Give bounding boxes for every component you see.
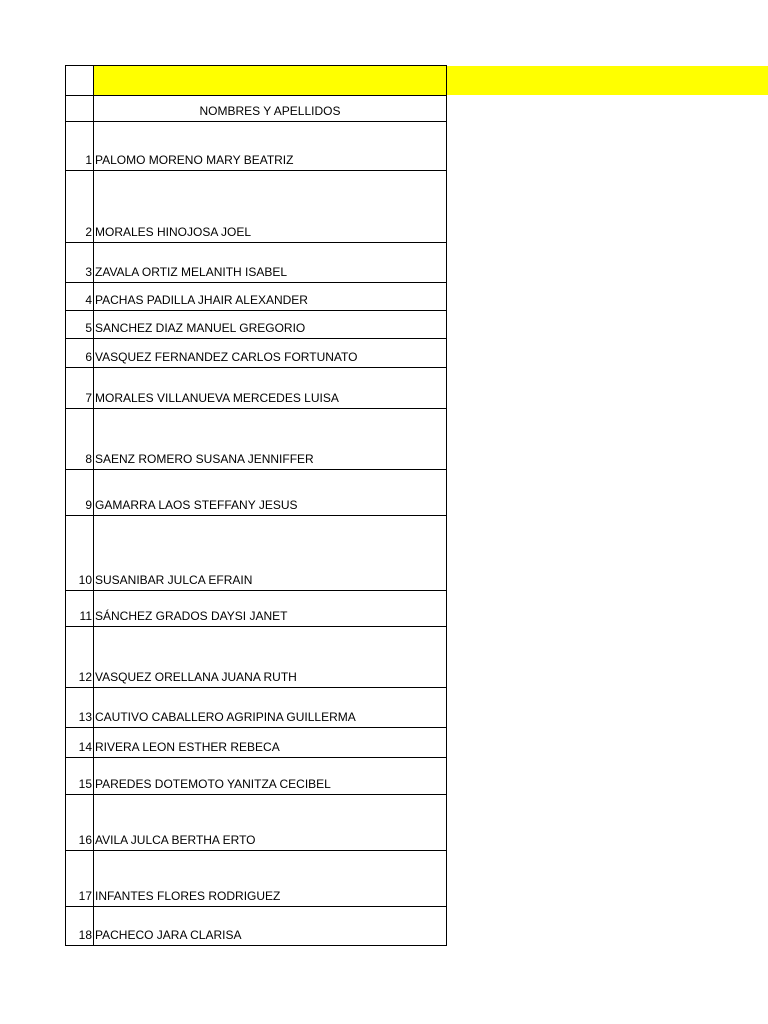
row-name[interactable]: RIVERA LEON ESTHER REBECA [94, 728, 447, 758]
table-row [66, 470, 447, 516]
row-number[interactable]: 17 [66, 851, 94, 907]
row-name[interactable]: VASQUEZ ORELLANA JUANA RUTH [94, 627, 447, 688]
row-name[interactable]: PAREDES DOTEMOTO YANITZA CECIBEL [94, 758, 447, 795]
blank-number-cell[interactable] [66, 66, 94, 96]
row-name[interactable]: GAMARRA LAOS STEFFANY JESUS [94, 470, 447, 516]
row-number[interactable]: 1 [66, 122, 94, 171]
row-number[interactable]: 6 [66, 339, 94, 368]
table-row [66, 728, 447, 758]
row-name[interactable]: SANCHEZ DIAZ MANUEL GREGORIO [94, 311, 447, 339]
row-number[interactable]: 13 [66, 688, 94, 728]
row-name[interactable]: MORALES HINOJOSA JOEL [94, 171, 447, 243]
row-number[interactable]: 10 [66, 516, 94, 591]
table-row [66, 339, 447, 368]
row-number[interactable]: 11 [66, 591, 94, 627]
table-row [66, 591, 447, 627]
blank-title-cell[interactable] [94, 66, 447, 96]
row-name[interactable]: CAUTIVO CABALLERO AGRIPINA GUILLERMA [94, 688, 447, 728]
table-row [66, 409, 447, 470]
row-number[interactable]: 12 [66, 627, 94, 688]
table-row [66, 795, 447, 851]
row-number[interactable]: 4 [66, 283, 94, 311]
row-number[interactable]: 3 [66, 243, 94, 283]
table-row [66, 368, 447, 409]
names-column-header[interactable]: NOMBRES Y APELLIDOS [94, 96, 447, 122]
row-number[interactable]: 5 [66, 311, 94, 339]
row-name[interactable]: SÁNCHEZ GRADOS DAYSI JANET [94, 591, 447, 627]
row-name[interactable]: SUSANIBAR JULCA EFRAIN [94, 516, 447, 591]
row-number[interactable]: 2 [66, 171, 94, 243]
table-row [66, 283, 447, 311]
row-number[interactable]: 8 [66, 409, 94, 470]
table-row [66, 311, 447, 339]
row-number[interactable]: 14 [66, 728, 94, 758]
row-name[interactable]: PALOMO MORENO MARY BEATRIZ [94, 122, 447, 171]
header-row [66, 96, 447, 122]
row-number[interactable]: 7 [66, 368, 94, 409]
table-row [66, 627, 447, 688]
row-number[interactable]: 16 [66, 795, 94, 851]
names-table [65, 65, 447, 946]
names-table-body [66, 66, 447, 946]
table-row [66, 516, 447, 591]
row-name[interactable]: SAENZ ROMERO SUSANA JENNIFFER [94, 409, 447, 470]
table-row [66, 851, 447, 907]
table-row [66, 758, 447, 795]
blank-title-row [66, 66, 447, 96]
table-row [66, 688, 447, 728]
row-name[interactable]: AVILA JULCA BERTHA ERTO [94, 795, 447, 851]
row-name[interactable]: VASQUEZ FERNANDEZ CARLOS FORTUNATO [94, 339, 447, 368]
row-name[interactable]: PACHAS PADILLA JHAIR ALEXANDER [94, 283, 447, 311]
row-number[interactable]: 18 [66, 907, 94, 946]
table-row [66, 243, 447, 283]
row-name[interactable]: INFANTES FLORES RODRIGUEZ [94, 851, 447, 907]
table-row [66, 171, 447, 243]
row-name[interactable]: MORALES VILLANUEVA MERCEDES LUISA [94, 368, 447, 409]
row-number[interactable]: 15 [66, 758, 94, 795]
row-name[interactable]: PACHECO JARA CLARISA [94, 907, 447, 946]
table-row [66, 122, 447, 171]
table-row [66, 907, 447, 946]
header-number-cell[interactable] [66, 96, 94, 122]
row-name[interactable]: ZAVALA ORTIZ MELANITH ISABEL [94, 243, 447, 283]
row-number[interactable]: 9 [66, 470, 94, 516]
